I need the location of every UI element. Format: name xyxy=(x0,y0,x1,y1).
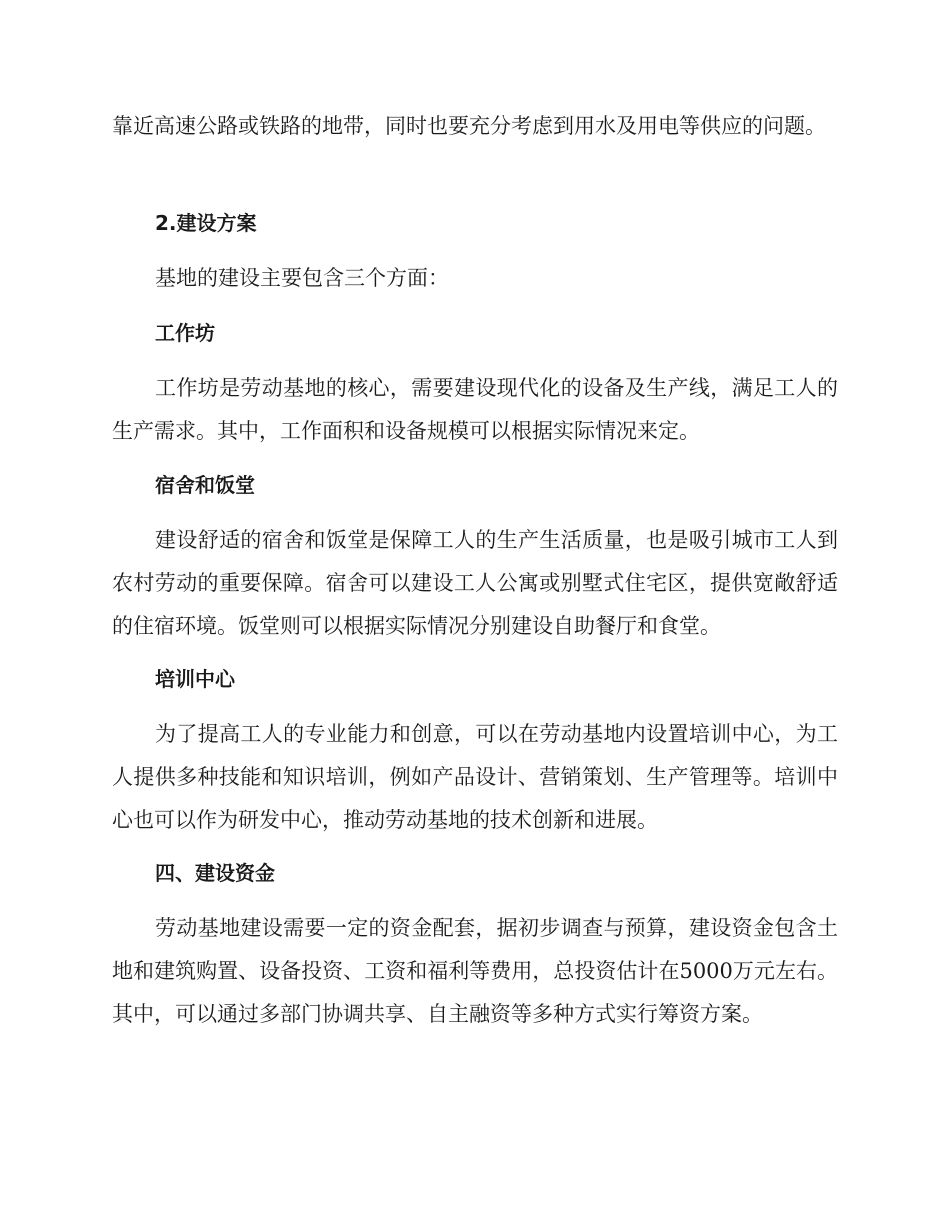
paragraph-workshop: 工作坊是劳动基地的核心，需要建设现代化的设备及生产线，满足工人的生产需求。其中，工作面积和设备规模可以根据实际情况来定。 xyxy=(112,376,838,443)
heading-construction-funds: 四、建设资金 xyxy=(155,861,275,885)
paragraph-dorm-canteen: 建设舒适的宿舍和饭堂是保障工人的生产生活质量，也是吸引城市工人到农村劳动的重要保障。宿舍可以建设工人公寓或别墅式住宅区，提供宽敞舒适的住宿环境。饭堂则可以根据实际情况分别建设自助餐厅和食堂。 xyxy=(112,528,838,638)
heading-workshop: 工作坊 xyxy=(155,321,215,345)
paragraph-training-center: 为了提高工人的专业能力和创意，可以在劳动基地内设置培训中心，为工人提供多种技能和知识培训，例如产品设计、营销策划、生产管理等。培训中心也可以作为研发中心，推动劳动基地的技术创新和进展。 xyxy=(112,722,838,832)
paragraph-plan-intro: 基地的建设主要包含三个方面： xyxy=(155,266,449,290)
paragraph-construction-funds: 劳动基地建设需要一定的资金配套，据初步调查与预算，建设资金包含土地和建筑购置、设备投资、工资和福利等费用，总投资估计在5000万元左右。其中，可以通过多部门协调共享、自主融资等多种方式实行筹资方案。 xyxy=(112,916,838,1026)
paragraph-site-continuation: 靠近高速公路或铁路的地带，同时也要充分考虑到用水及用电等供应的问题。 xyxy=(112,114,826,138)
heading-construction-plan: 2.建设方案 xyxy=(155,211,257,235)
heading-training-center: 培训中心 xyxy=(155,667,235,691)
heading-dorm-canteen: 宿舍和饭堂 xyxy=(155,473,255,497)
